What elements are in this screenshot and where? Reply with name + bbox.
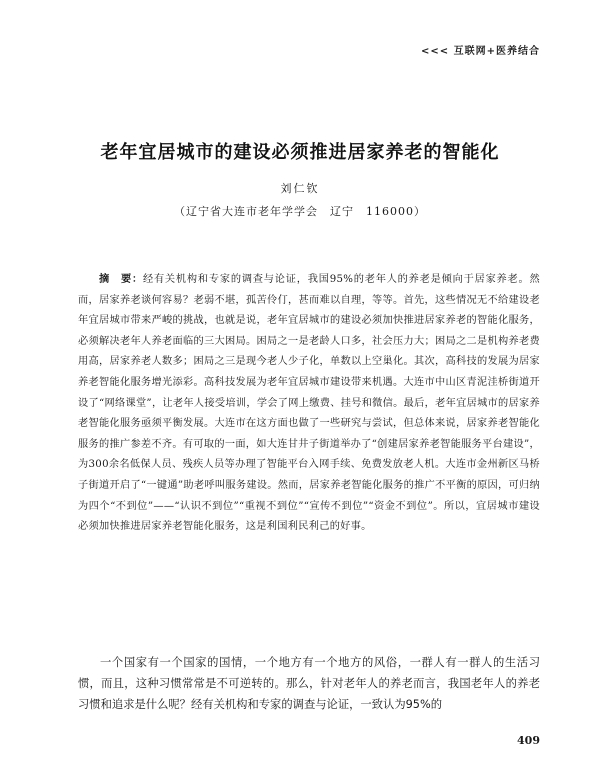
article-title: 老年宜居城市的建设必须推进居家养老的智能化 — [100, 142, 500, 163]
section-header-tag: <<< 互联网+医养结合 — [421, 46, 540, 57]
author-name: 刘仁钦 — [280, 182, 320, 195]
page-number: 409 — [517, 734, 540, 747]
abstract — [78, 270, 540, 538]
author-affiliation: （辽宁省大连市老年学学会 辽宁 116000） — [174, 205, 426, 218]
abstract-label: 摘 要： — [99, 274, 143, 285]
abstract-text: 经有关机构和专家的调查与论证，我国95%的老年人的养老是倾向于居家养老。然而，居家养老谈何容易？老弱不堪，孤苦伶仃，甚而难以自理，等等。首先，这些情况无不给建设老年宜居城市带来严峻的挑战，也就是说，老年宜居城市的建设必须加快推进居家养老的智能化服务，必须解决老年人养老面临的三大困局。困局之一是老龄人口多，社会压力大；困局之二是机构养老费用高，居家养老人数多；困局之三是现今老人少子化，单数以上空巢化。其次，高科技的发展为居家养老智能化服务增光添彩。高科技发展为老年宜居城市建设带来机遇。大连市中山区青泥洼桥街道开设了“网络课堂”，让老年人接受培训，学会了网上缴费、挂号和微信。最后，老年宜居城市的居家养老智能化服务亟须平衡发展。大连市在这方面也做了一些研究与尝试，但总体来说，居家养老智能化服务的推广参差不齐。有可取的一面，如大连甘井子街道举办了“创建居家养老智能服务平台建设”，为300余名低保人员、残疾人员等办理了智能平台入网手续、免费发放老人机。大连市金州新区马桥子街道开启了“一键通”助老呼叫服务建设。然而，居家养老智能化服务的推广不平衡的原因，可归纳为四个“不到位”——“认识不到位”“重视不到位”“宣传不到位”“资金不到位”。所以，宜居城市建设必须加快推进居家养老智能化服务，这是利国利民利己的好事。 — [78, 274, 540, 533]
body-paragraph: 一个国家有一个国家的国情，一个地方有一个地方的风俗，一群人有一群人的生活习惯，而且，这种习惯常常是不可逆转的。那么，针对老年人的养老而言，我国老年人的养老习惯和追求是什么呢？经有关机构和专家的调查与论证，一致认为95%的 — [78, 656, 540, 712]
